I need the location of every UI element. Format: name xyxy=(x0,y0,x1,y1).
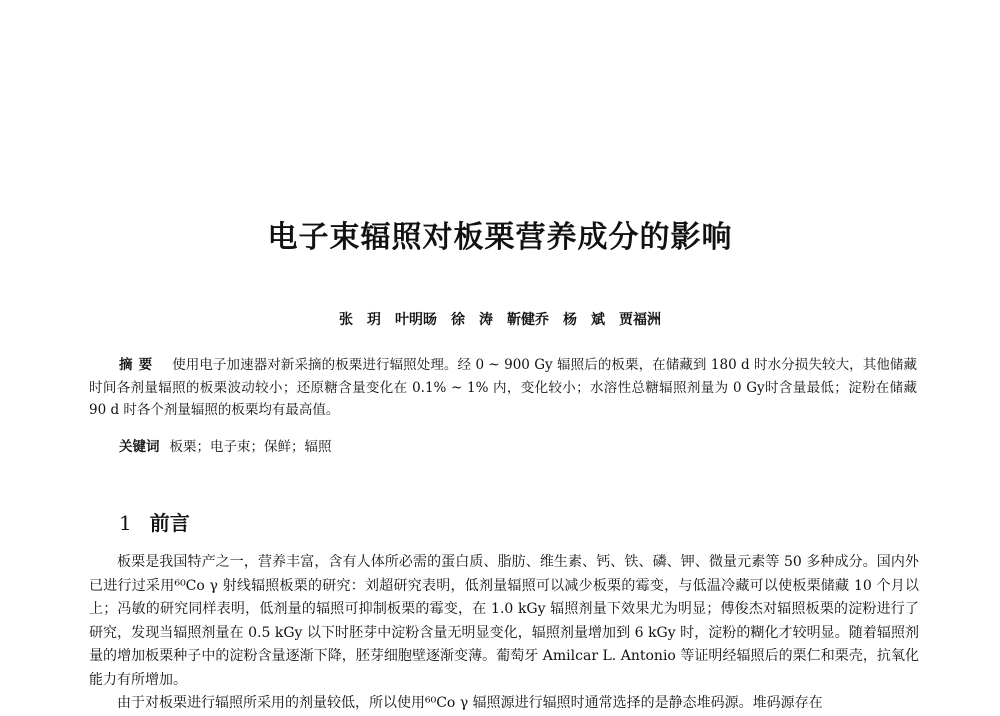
section-title: 前言 xyxy=(149,511,190,535)
section-body xyxy=(89,551,919,710)
section-heading xyxy=(119,507,190,536)
keywords xyxy=(119,437,909,457)
paper-title: 电子束辐照对板栗营养成分的影响 xyxy=(267,220,733,255)
section-number: 1 xyxy=(119,511,132,535)
body-paragraph: 板栗是我国特产之一，营养丰富，含有人体所必需的蛋白质、脂肪、维生素、钙、铁、磷、钾、微量元素等 50 多种成分。国内外已进行过采用⁶⁰Co γ 射线辐照板栗的研究：刘超研究表明，低剂量辐照可以减少板栗的霉变，与低温冷藏可以使板栗储藏 10 个月以上；冯敏的研究同样表明，低剂量的辐照可抑制板栗的霉变，在 1.0 kGy 辐照剂量下效果尤为明显；傅俊杰对辐照板栗的淀粉进行了研究，发现当辐照剂量在 0.5 kGy 以下时胚芽中淀粉含量无明显变化，辐照剂量增加到 6 kGy 时，淀粉的糊化才较明显。随着辐照剂量的增加板栗种子中的淀粉含量逐渐下降，胚芽细胞壁逐渐变薄。葡萄牙 Amilcar L. Antonio 等证明经辐照后的栗仁和栗壳，抗氧化能力有所增加。 xyxy=(89,554,919,688)
keywords-text: 板栗；电子束；保鲜；辐照 xyxy=(169,439,332,455)
abstract-label: 摘要 xyxy=(119,357,159,373)
keywords-label: 关键词 xyxy=(119,439,160,455)
abstract xyxy=(89,354,917,422)
author-list: 张 玥 叶明旸 徐 涛 靳健乔 杨 斌 贾福洲 xyxy=(339,312,661,328)
abstract-text: 使用电子加速器对新采摘的板栗进行辐照处理。经 0 ~ 900 Gy 辐照后的板栗，在储藏到 180 d 时水分损失较大，其他储藏时间各剂量辐照的板栗波动较小；还原糖含量变化在 0.1% ~ 1% 内，变化较小；水溶性总糖辐照剂量为 0 Gy时含量最低；淀粉在储藏 90 d 时各个剂量辐照的板栗均有最高值。 xyxy=(89,357,918,418)
body-paragraph: 由于对板栗进行辐照所采用的剂量较低，所以使用⁶⁰Co γ 辐照源进行辐照时通常选择的是静态堆码源。堆码源存在 xyxy=(117,695,823,710)
